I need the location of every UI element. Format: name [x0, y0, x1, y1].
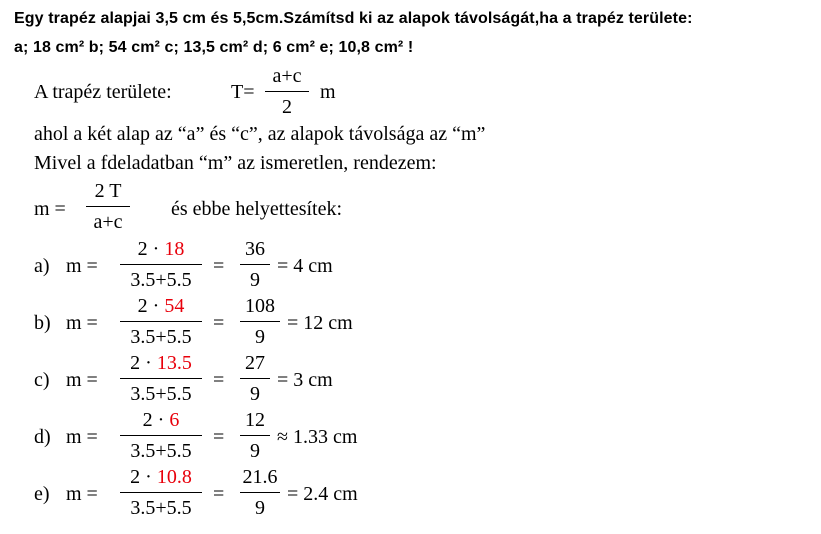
row-fraction-numerator [120, 239, 202, 264]
area-T-equals: T= [231, 81, 255, 103]
row-label: e) [34, 483, 50, 505]
row-two-times: 2 · [130, 466, 157, 488]
row-result-numerator: 27 [245, 352, 265, 374]
row-fraction-numerator [120, 467, 202, 492]
row-label: c) [34, 369, 50, 391]
row-two-times: 2 · [137, 238, 165, 260]
row-equals: = [213, 369, 225, 391]
row-m-equals: m = [66, 369, 98, 391]
row-two-times: 2 · [130, 352, 157, 374]
row-fraction [120, 239, 202, 290]
row-fraction-denominator: 3.5+5.5 [130, 497, 192, 520]
row-label: d) [34, 426, 51, 448]
row-result-numerator: 12 [245, 409, 265, 431]
row-area-value: 10.8 [156, 466, 192, 488]
row-result: = 2.4 cm [287, 483, 358, 505]
row-area-value: 13.5 [156, 352, 192, 374]
row-fraction [120, 410, 202, 461]
area-label: A trapéz területe: [34, 81, 172, 103]
row-fraction-numerator [120, 353, 202, 378]
row-result-numerator: 21.6 [242, 466, 278, 488]
row-equals: = [213, 483, 225, 505]
row-area-value: 6 [169, 409, 180, 431]
row-fraction-denominator: 3.5+5.5 [130, 269, 192, 292]
row-fraction-denominator: 3.5+5.5 [130, 440, 192, 463]
area-fraction [265, 66, 309, 117]
area-m: m [320, 81, 336, 103]
row-area-value: 18 [164, 238, 185, 260]
row-equals: = [213, 255, 225, 277]
row-result-denominator: 9 [255, 497, 265, 520]
row-fraction-numerator [120, 296, 202, 321]
row-m-equals: m = [66, 426, 98, 448]
formula-denominator: a+c [93, 211, 123, 234]
row-result-numerator: 108 [245, 295, 275, 317]
row-area-value: 54 [164, 295, 185, 317]
explanation-line: ahol a két alap az “a” és “c”, az alapok távolsága az “m” [34, 123, 486, 145]
row-label: a) [34, 255, 50, 277]
row-m-equals: m = [66, 483, 98, 505]
row-two-times: 2 · [137, 295, 165, 317]
row-result-fraction [240, 410, 270, 461]
row-fraction [120, 353, 202, 404]
row-result-numerator: 36 [245, 238, 265, 260]
formula-fraction [86, 181, 130, 232]
row-result: ≈ 1.33 cm [277, 426, 358, 448]
area-fraction-numerator: a+c [272, 65, 302, 87]
row-result-fraction [240, 353, 270, 404]
task-options: a; 18 cm² b; 54 cm² c; 13,5 cm² d; 6 cm² e; 10,8 cm² ! [14, 39, 414, 56]
row-two-times: 2 · [142, 409, 170, 431]
row-result-denominator: 9 [255, 326, 265, 349]
row-result-fraction [240, 296, 280, 347]
row-result: = 3 cm [277, 369, 333, 391]
row-result-denominator: 9 [250, 440, 260, 463]
row-m-equals: m = [66, 312, 98, 334]
row-fraction-denominator: 3.5+5.5 [130, 383, 192, 406]
row-equals: = [213, 312, 225, 334]
rearrange-line: Mivel a fdeladatban “m” az ismeretlen, rendezem: [34, 152, 437, 174]
row-fraction-numerator [120, 410, 202, 435]
row-result-denominator: 9 [250, 383, 260, 406]
formula-m-equals: m = [34, 198, 66, 220]
row-result: = 12 cm [287, 312, 353, 334]
row-result-denominator: 9 [250, 269, 260, 292]
substitute-text: és ebbe helyettesítek: [171, 198, 343, 220]
row-result-fraction [240, 467, 280, 518]
row-result: = 4 cm [277, 255, 333, 277]
row-fraction-denominator: 3.5+5.5 [130, 326, 192, 349]
row-fraction [120, 467, 202, 518]
row-fraction [120, 296, 202, 347]
area-fraction-denominator: 2 [282, 96, 292, 119]
row-result-fraction [240, 239, 270, 290]
row-equals: = [213, 426, 225, 448]
row-m-equals: m = [66, 255, 98, 277]
row-label: b) [34, 312, 51, 334]
task-title: Egy trapéz alapjai 3,5 cm és 5,5cm.Számítsd ki az alapok távolságát,ha a trapéz területe: [14, 10, 693, 27]
formula-numerator: 2 T [94, 180, 122, 202]
